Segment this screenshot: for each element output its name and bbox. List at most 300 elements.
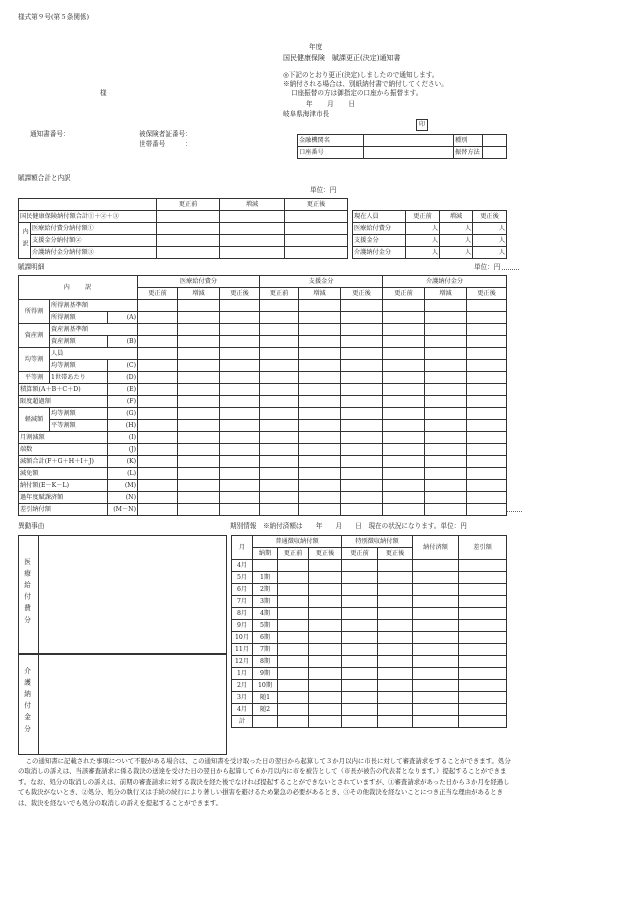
seal-mark: 印 bbox=[416, 119, 428, 131]
form-number: 様式第９号(第５条関係) bbox=[18, 13, 90, 21]
period-value-cell bbox=[342, 620, 378, 632]
period-value-cell bbox=[378, 680, 413, 692]
period-row bbox=[232, 596, 507, 608]
detail-value-cell bbox=[467, 384, 507, 396]
detail-value-cell bbox=[425, 396, 467, 408]
period-table bbox=[231, 535, 507, 728]
detail-value-cell bbox=[178, 384, 220, 396]
detail-value-cell bbox=[383, 396, 425, 408]
detail-value-cell bbox=[383, 420, 425, 432]
account-number-label: 口座番号 bbox=[298, 147, 364, 159]
notice-message-2: ※納付される場合は、別紙納付書で納付してください。 bbox=[283, 80, 448, 88]
detail-value-cell bbox=[383, 492, 425, 504]
detail-value-cell bbox=[220, 348, 260, 360]
detail-value-cell bbox=[467, 300, 507, 312]
detail-value-cell bbox=[178, 300, 220, 312]
period-month: 5月 bbox=[232, 572, 253, 584]
asset-key: (B) bbox=[108, 336, 138, 348]
detail-value-cell bbox=[383, 324, 425, 336]
detail-value-cell bbox=[138, 348, 178, 360]
period-value-cell bbox=[413, 668, 459, 680]
period-value-cell bbox=[309, 596, 342, 608]
period-row bbox=[232, 716, 507, 728]
changes-medical-label: 医療給付費分 bbox=[22, 558, 31, 628]
detail-value-cell bbox=[467, 336, 507, 348]
period-value-cell bbox=[378, 620, 413, 632]
period-value-cell bbox=[342, 632, 378, 644]
summary-section-title: 賦課額合計と内訳 bbox=[18, 174, 71, 182]
period-row bbox=[232, 704, 507, 716]
period-value-cell bbox=[278, 620, 309, 632]
detail-value-cell bbox=[383, 300, 425, 312]
mayor-name: 岐阜県海津市長 bbox=[283, 110, 330, 118]
detail-value-cell bbox=[138, 396, 178, 408]
detail-sub-header: 更正後 bbox=[341, 288, 383, 300]
row-key: (J) bbox=[108, 444, 138, 456]
period-row bbox=[232, 572, 507, 584]
period-value-cell bbox=[459, 632, 507, 644]
detail-value-cell bbox=[341, 348, 383, 360]
detail-value-cell bbox=[299, 468, 341, 480]
detail-value-cell bbox=[260, 372, 299, 384]
period-month: 2月 bbox=[232, 680, 253, 692]
period-value-cell bbox=[342, 656, 378, 668]
addressee-suffix: 様 bbox=[100, 89, 107, 97]
detail-value-cell bbox=[383, 468, 425, 480]
period-value-cell bbox=[378, 560, 413, 572]
row-key: (M) bbox=[108, 480, 138, 492]
detail-value-cell bbox=[220, 360, 260, 372]
period-month: 12月 bbox=[232, 656, 253, 668]
period-row bbox=[232, 632, 507, 644]
detail-value-cell bbox=[138, 336, 178, 348]
period-value-cell bbox=[459, 716, 507, 728]
reduction-key: (G) bbox=[108, 408, 138, 420]
period-value-cell bbox=[378, 608, 413, 620]
detail-value-cell bbox=[467, 504, 507, 516]
people-header: 現在人員 bbox=[353, 211, 406, 223]
bank-name-label: 金融機関名 bbox=[298, 135, 364, 147]
detail-value-cell bbox=[220, 480, 260, 492]
period-month: 1月 bbox=[232, 668, 253, 680]
detail-value-cell bbox=[260, 504, 299, 516]
detail-value-cell bbox=[383, 432, 425, 444]
period-term: 1期 bbox=[253, 572, 278, 584]
period-special-header: 特別徴収納付額 bbox=[342, 536, 413, 548]
document-title: 国民健康保険 賦課更正(決定)通知書 bbox=[283, 54, 401, 62]
detail-value-cell bbox=[260, 384, 299, 396]
period-value-cell bbox=[309, 704, 342, 716]
period-value-cell bbox=[278, 704, 309, 716]
prior-year-label: 過年度賦課済額 bbox=[19, 492, 108, 504]
period-value-cell bbox=[413, 644, 459, 656]
detail-value-cell bbox=[178, 336, 220, 348]
period-value-cell bbox=[309, 716, 342, 728]
summary-unit: 単位：円 bbox=[310, 186, 337, 194]
detail-value-cell bbox=[220, 408, 260, 420]
detail-value-cell bbox=[383, 504, 425, 516]
period-value-cell bbox=[309, 584, 342, 596]
detail-sub-header: 更正前 bbox=[138, 288, 178, 300]
detail-value-cell bbox=[299, 432, 341, 444]
changes-care-label: 介護納付金分 bbox=[22, 667, 31, 737]
fraction-label: 端数 bbox=[19, 444, 108, 456]
detail-value-cell bbox=[138, 312, 178, 324]
detail-value-cell bbox=[138, 324, 178, 336]
row-key: (L) bbox=[108, 468, 138, 480]
detail-value-cell bbox=[178, 396, 220, 408]
exemption-label: 減免額 bbox=[19, 468, 108, 480]
period-term: 10期 bbox=[253, 680, 278, 692]
detail-value-cell bbox=[178, 360, 220, 372]
period-row bbox=[232, 620, 507, 632]
detail-value-cell bbox=[178, 408, 220, 420]
detail-value-cell bbox=[138, 372, 178, 384]
appeal-notice: この通知書に記載された事項について不服がある場合は、この通知書を受け取った日の翌日から起算して３か月以内に市長に対して審査請求をすることができます。処分の取消しの訴えは、当該審査請求に係る裁決の送達を受けた日の翌日から起算して６か月以内に市を被告として（市長が被告の代表者となります。）提起することができます。なお、処分の取消しの訴えは、前期の審査請求に対する裁決を経た後でなければ提起することができないとされていますが、①審査請求があった日から３か月を経過しても裁決がないとき、②処分、処分の執行又は手続の続行により著しい損害を避けるため緊急の必要があるとき、③その他裁決を経ないことにつき正当な理由があるときは、裁決を経ないでも処分の取消しの訴えを提起することができます。 bbox=[18, 757, 511, 807]
notice-message-3: 口座振替の方は御指定の口座から振替ます。 bbox=[291, 89, 423, 97]
period-value-cell bbox=[413, 572, 459, 584]
detail-value-cell bbox=[220, 384, 260, 396]
detail-unit: 単位：円 bbox=[474, 263, 501, 271]
income-amount-label: 所得割額 bbox=[50, 312, 108, 324]
people-unit: 人 bbox=[440, 223, 473, 235]
period-value-cell bbox=[278, 608, 309, 620]
detail-value-cell bbox=[138, 444, 178, 456]
period-paid-header: 納付済額 bbox=[413, 536, 459, 560]
detail-group-care: 介護納付金分 bbox=[383, 276, 507, 288]
detail-value-cell bbox=[138, 432, 178, 444]
people-unit: 人 bbox=[440, 235, 473, 247]
period-value-cell bbox=[378, 572, 413, 584]
detail-value-cell bbox=[467, 312, 507, 324]
row-key: (N) bbox=[108, 492, 138, 504]
detail-value-cell bbox=[299, 312, 341, 324]
detail-value-cell bbox=[341, 492, 383, 504]
flat-key: (D) bbox=[108, 372, 138, 384]
summary-row-label: 介護納付金分納付額③ bbox=[31, 247, 157, 259]
period-value-cell bbox=[459, 692, 507, 704]
detail-value-cell bbox=[260, 420, 299, 432]
detail-group-support: 支援金分 bbox=[260, 276, 383, 288]
detail-value-cell bbox=[425, 336, 467, 348]
account-type-label: 種別 bbox=[454, 135, 483, 147]
detail-section-title: 賦課明細 bbox=[18, 263, 45, 271]
period-value-cell bbox=[342, 584, 378, 596]
period-value-cell bbox=[413, 692, 459, 704]
people-header: 増減 bbox=[440, 211, 473, 223]
limit-excess-label: 限度超過額 bbox=[19, 396, 108, 408]
detail-value-cell bbox=[299, 348, 341, 360]
period-value-cell bbox=[459, 644, 507, 656]
detail-value-cell bbox=[260, 360, 299, 372]
detail-value-cell bbox=[138, 384, 178, 396]
changes-medical-box bbox=[18, 535, 227, 655]
period-month: 4月 bbox=[232, 560, 253, 572]
changes-section-title: 異動事由 bbox=[18, 522, 45, 530]
period-value-cell bbox=[278, 596, 309, 608]
period-term: 随1 bbox=[253, 692, 278, 704]
detail-value-cell bbox=[467, 396, 507, 408]
period-value-cell bbox=[413, 584, 459, 596]
reduction-per-capita-label: 均等割額 bbox=[50, 408, 108, 420]
detail-value-cell bbox=[220, 444, 260, 456]
detail-value-cell bbox=[341, 420, 383, 432]
period-value-cell bbox=[309, 656, 342, 668]
detail-value-cell bbox=[299, 504, 341, 516]
period-value-cell bbox=[378, 716, 413, 728]
period-value-cell bbox=[459, 596, 507, 608]
detail-value-cell bbox=[260, 324, 299, 336]
period-term: 6期 bbox=[253, 632, 278, 644]
period-value-cell bbox=[278, 680, 309, 692]
per-capita-amount-label: 均等割額 bbox=[50, 360, 108, 372]
detail-value-cell bbox=[467, 444, 507, 456]
period-row bbox=[232, 560, 507, 572]
detail-value-cell bbox=[138, 504, 178, 516]
detail-sub-header: 更正前 bbox=[383, 288, 425, 300]
detail-value-cell bbox=[383, 384, 425, 396]
detail-value-cell bbox=[260, 444, 299, 456]
detail-value-cell bbox=[467, 348, 507, 360]
limit-key: (F) bbox=[108, 396, 138, 408]
period-term: 2期 bbox=[253, 584, 278, 596]
summary-col-change: 増減 bbox=[220, 199, 285, 211]
detail-value-cell bbox=[341, 300, 383, 312]
detail-value-cell bbox=[178, 420, 220, 432]
period-value-cell bbox=[278, 716, 309, 728]
detail-value-cell bbox=[341, 384, 383, 396]
period-after-header: 更正後 bbox=[378, 548, 413, 560]
period-value-cell bbox=[413, 560, 459, 572]
detail-value-cell bbox=[220, 324, 260, 336]
period-value-cell bbox=[459, 668, 507, 680]
period-value-cell bbox=[278, 572, 309, 584]
detail-value-cell bbox=[299, 336, 341, 348]
period-row bbox=[232, 692, 507, 704]
people-unit: 人 bbox=[406, 223, 440, 235]
detail-value-cell bbox=[425, 480, 467, 492]
detail-value-cell bbox=[220, 372, 260, 384]
detail-value-cell bbox=[341, 324, 383, 336]
period-month: 3月 bbox=[232, 692, 253, 704]
detail-value-cell bbox=[425, 492, 467, 504]
detail-value-cell bbox=[383, 444, 425, 456]
detail-sub-header: 増減 bbox=[178, 288, 220, 300]
period-value-cell bbox=[413, 704, 459, 716]
detail-value-cell bbox=[425, 468, 467, 480]
reduction-flat-label: 平等割額 bbox=[50, 420, 108, 432]
period-value-cell bbox=[378, 656, 413, 668]
detail-value-cell bbox=[138, 300, 178, 312]
detail-value-cell bbox=[425, 348, 467, 360]
period-value-cell bbox=[459, 584, 507, 596]
per-capita-label: 均等割 bbox=[19, 348, 50, 372]
period-term: 5期 bbox=[253, 620, 278, 632]
detail-value-cell bbox=[383, 372, 425, 384]
period-row bbox=[232, 680, 507, 692]
detail-value-cell bbox=[341, 408, 383, 420]
period-value-cell bbox=[309, 668, 342, 680]
period-term bbox=[253, 560, 278, 572]
period-value-cell bbox=[413, 596, 459, 608]
detail-item-header: 内 訳 bbox=[19, 276, 138, 300]
period-value-cell bbox=[278, 560, 309, 572]
period-month: 10月 bbox=[232, 632, 253, 644]
people-unit: 人 bbox=[473, 235, 507, 247]
period-after-header: 更正後 bbox=[309, 548, 342, 560]
people-unit: 人 bbox=[473, 223, 507, 235]
detail-value-cell bbox=[260, 300, 299, 312]
detail-value-cell bbox=[299, 384, 341, 396]
period-before-header: 更正前 bbox=[342, 548, 378, 560]
flat-per-household-label: 1世帯あたり bbox=[50, 372, 108, 384]
period-value-cell bbox=[378, 644, 413, 656]
payment-amount-label: 納付額(E－K－L) bbox=[19, 480, 108, 492]
notice-number-label: 通知書番号： bbox=[30, 130, 70, 138]
detail-sub-header: 更正前 bbox=[260, 288, 299, 300]
period-value-cell bbox=[309, 572, 342, 584]
detail-value-cell bbox=[341, 504, 383, 516]
reduction-label: 軽減額 bbox=[19, 408, 50, 432]
period-value-cell bbox=[342, 572, 378, 584]
detail-value-cell bbox=[220, 420, 260, 432]
reduction-total-label: 減額合計(F＋G＋H＋I＋J) bbox=[19, 456, 108, 468]
detail-value-cell bbox=[467, 456, 507, 468]
detail-value-cell bbox=[138, 492, 178, 504]
detail-value-cell bbox=[178, 348, 220, 360]
detail-value-cell bbox=[383, 360, 425, 372]
detail-value-cell bbox=[220, 468, 260, 480]
detail-value-cell bbox=[178, 492, 220, 504]
detail-value-cell bbox=[383, 348, 425, 360]
period-value-cell bbox=[309, 608, 342, 620]
period-value-cell bbox=[413, 620, 459, 632]
period-value-cell bbox=[342, 692, 378, 704]
detail-value-cell bbox=[425, 504, 467, 516]
detail-value-cell bbox=[467, 372, 507, 384]
period-value-cell bbox=[378, 668, 413, 680]
period-term bbox=[253, 716, 278, 728]
flat-levy-label: 平等割 bbox=[19, 372, 50, 384]
per-capita-key: (C) bbox=[108, 360, 138, 372]
assessment-detail-table bbox=[18, 275, 507, 516]
period-month: 7月 bbox=[232, 596, 253, 608]
period-value-cell bbox=[378, 596, 413, 608]
detail-value-cell bbox=[341, 468, 383, 480]
detail-value-cell bbox=[425, 420, 467, 432]
detail-value-cell bbox=[425, 360, 467, 372]
period-value-cell bbox=[278, 584, 309, 596]
detail-value-cell bbox=[178, 480, 220, 492]
detail-value-cell bbox=[341, 336, 383, 348]
period-value-cell bbox=[309, 644, 342, 656]
detail-value-cell bbox=[260, 408, 299, 420]
period-value-cell bbox=[459, 608, 507, 620]
detail-value-cell bbox=[341, 312, 383, 324]
period-value-cell bbox=[342, 680, 378, 692]
detail-value-cell bbox=[178, 504, 220, 516]
detail-value-cell bbox=[138, 480, 178, 492]
detail-value-cell bbox=[138, 456, 178, 468]
period-value-cell bbox=[342, 716, 378, 728]
period-diff-header: 差引額 bbox=[459, 536, 507, 560]
detail-value-cell bbox=[299, 444, 341, 456]
summary-row-label: 支援金分納付額② bbox=[31, 235, 157, 247]
detail-value-cell bbox=[178, 324, 220, 336]
period-value-cell bbox=[342, 644, 378, 656]
period-term: 3期 bbox=[253, 596, 278, 608]
net-payment-label: 差引納付額 bbox=[19, 504, 108, 516]
period-value-cell bbox=[459, 560, 507, 572]
people-row-label: 介護納付金分 bbox=[353, 247, 406, 259]
calculated-amount-label: 積算額(A＋B＋C＋D) bbox=[19, 384, 108, 396]
detail-value-cell bbox=[178, 468, 220, 480]
detail-group-medical: 医療給付費分 bbox=[138, 276, 260, 288]
detail-value-cell bbox=[341, 396, 383, 408]
period-heading: 期別情報 ※納付済額は 年 月 日 現在の状況になります。単位：円 bbox=[230, 522, 467, 530]
row-key: (I) bbox=[108, 432, 138, 444]
income-levy-label: 所得割 bbox=[19, 300, 50, 324]
period-value-cell bbox=[342, 608, 378, 620]
detail-value-cell bbox=[178, 372, 220, 384]
detail-value-cell bbox=[425, 324, 467, 336]
monthly-reduction-label: 月割減額 bbox=[19, 432, 108, 444]
detail-value-cell bbox=[260, 312, 299, 324]
period-value-cell bbox=[278, 656, 309, 668]
detail-value-cell bbox=[383, 456, 425, 468]
period-value-cell bbox=[378, 692, 413, 704]
period-row bbox=[232, 608, 507, 620]
period-value-cell bbox=[309, 620, 342, 632]
insured-number-label: 被保険者証番号： bbox=[139, 130, 192, 138]
people-count-table bbox=[352, 210, 507, 259]
detail-value-cell bbox=[299, 396, 341, 408]
period-value-cell bbox=[413, 680, 459, 692]
summary-col-after: 更正後 bbox=[285, 199, 348, 211]
period-term: 4期 bbox=[253, 608, 278, 620]
detail-value-cell bbox=[299, 480, 341, 492]
detail-value-cell bbox=[299, 408, 341, 420]
period-value-cell bbox=[459, 680, 507, 692]
detail-value-cell bbox=[260, 468, 299, 480]
period-month: 8月 bbox=[232, 608, 253, 620]
period-value-cell bbox=[309, 560, 342, 572]
detail-value-cell bbox=[220, 312, 260, 324]
people-unit: 人 bbox=[406, 247, 440, 259]
summary-col-before: 更正前 bbox=[157, 199, 220, 211]
detail-value-cell bbox=[425, 372, 467, 384]
period-value-cell bbox=[378, 632, 413, 644]
detail-value-cell bbox=[299, 420, 341, 432]
period-row bbox=[232, 584, 507, 596]
detail-value-cell bbox=[220, 396, 260, 408]
detail-value-cell bbox=[260, 480, 299, 492]
period-value-cell bbox=[413, 656, 459, 668]
period-value-cell bbox=[309, 632, 342, 644]
detail-value-cell bbox=[467, 420, 507, 432]
detail-value-cell bbox=[299, 360, 341, 372]
asset-base-label: 資産割基準額 bbox=[50, 324, 138, 336]
people-unit: 人 bbox=[406, 235, 440, 247]
period-month: 9月 bbox=[232, 620, 253, 632]
detail-value-cell bbox=[467, 408, 507, 420]
detail-sub-header: 更正後 bbox=[220, 288, 260, 300]
period-term: 随2 bbox=[253, 704, 278, 716]
household-number-label: 世帯番号 ： bbox=[139, 140, 192, 148]
period-value-cell bbox=[309, 680, 342, 692]
detail-value-cell bbox=[383, 480, 425, 492]
period-value-cell bbox=[278, 632, 309, 644]
